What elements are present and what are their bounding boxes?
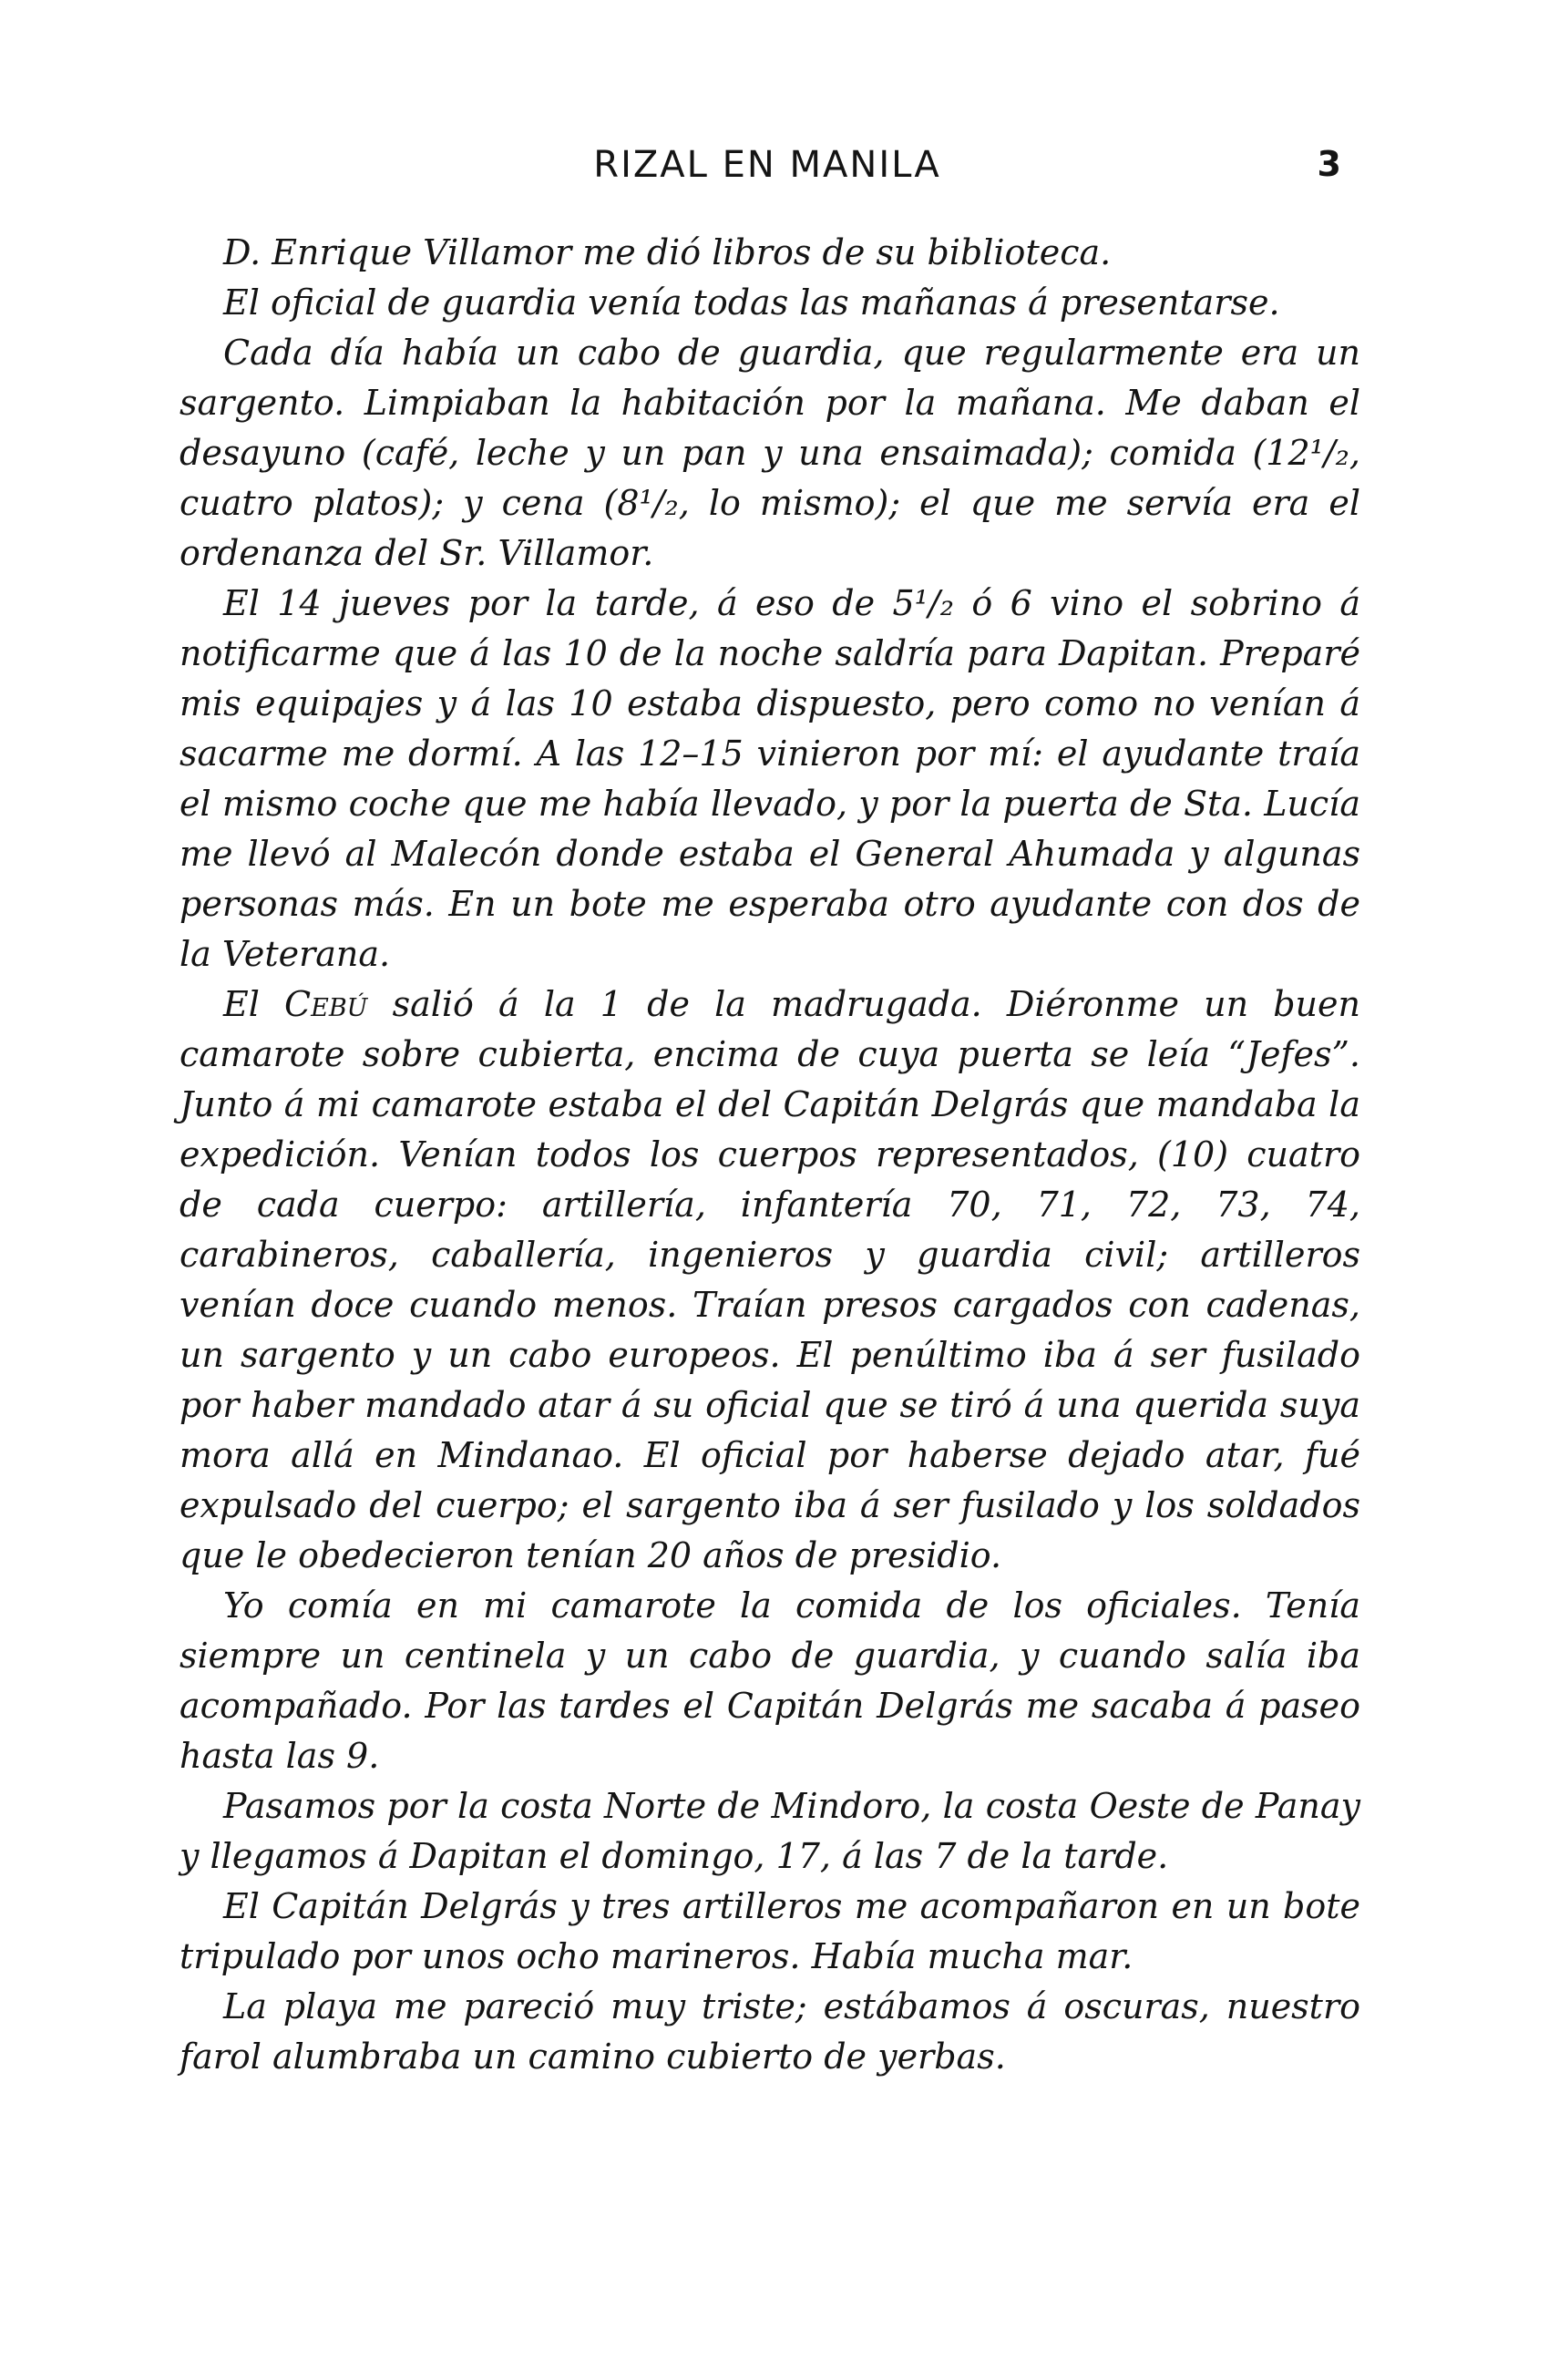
paragraph-route: Pasamos por la costa Norte de Mindoro, la costa Oeste de Panay y llegamos á Dapitan el domingo, 17, á las 7 de la tarde. <box>180 1786 1360 1876</box>
paragraph-daily-routine: Cada día había un cabo de guardia, que regularmente era un sargento. Limpiaban la habitación por la mañana. Me daban el desayuno (café, leche y un pan y una ensaimada); comida (12¹/₂, cuatro platos); y cena (8¹/₂, lo mismo); el que me servía era el ordenanza del Sr. Villamor. <box>180 333 1360 573</box>
page-number: 3 <box>1317 144 1341 184</box>
paragraph-library: D. Enrique Villamor me dió libros de su biblioteca. <box>223 232 1112 272</box>
body-text <box>180 228 1360 2082</box>
cebu-post: salió á la 1 de la madrugada. Diéronme un buen camarote sobre cubierta, encima de cuya puerta se leía “Jefes”. Junto á mi camarote estaba el del Capitán Delgrás que mandaba la expedición. Venían todos los cuerpos representados, (10) cuatro de cada cuerpo: artillería, infantería 70, 71, 72, 73, 74, carabineros, caballería, ingenieros y guardia civil; artilleros venían doce cuando menos. Traían presos cargados con cadenas, un sargento y un cabo europeos. El penúltimo iba á ser fusilado por haber mandado atar á su oficial que se tiró á una querida suya mora allá en Mindanao. El oficial por haberse dejado atar, fué expulsado del cuerpo; el sargento iba á ser fusilado y los soldados que le obedecieron tenían 20 años de presidio. <box>180 984 1360 1575</box>
paragraph-guard-officer: El oficial de guardia venía todas las mañanas á presentarse. <box>223 282 1280 323</box>
paragraph-cabin-meals: Yo comía en mi camarote la comida de los oficiales. Tenía siempre un centinela y un cabo de guardia, y cuando salía iba acompañado. Por las tardes el Capitán Delgrás me sacaba á paseo hasta las 9. <box>180 1585 1360 1776</box>
ship-name-cebu: Cebú <box>284 984 368 1024</box>
page-header <box>175 144 1359 199</box>
running-title: RIZAL EN MANILA <box>593 144 941 186</box>
paragraph-landing-boat: El Capitán Delgrás y tres artilleros me acompañaron en un bote tripulado por unos ocho marineros. Había mucha mar. <box>180 1886 1360 1976</box>
paragraph-departure: El 14 jueves por la tarde, á eso de 5¹/₂ ó 6 vino el sobrino á notificarme que á las 10 de la noche saldría para Dapitan. Preparé mis equipajes y á las 10 estaba dispuesto, pero como no venían á sacarme me dormí. A las 12–15 vinieron por mí: el ayudante traía el mismo coche que me había llevado, y por la puerta de Sta. Lucía me llevó al Malecón donde estaba el General Ahumada y algunas personas más. En un bote me esperaba otro ayudante con dos de la Veterana. <box>180 583 1360 974</box>
paragraph-cebu-voyage <box>180 980 1360 1581</box>
paragraph-beach: La playa me pareció muy triste; estábamos á oscuras, nuestro farol alumbraba un camino cubierto de yerbas. <box>180 1986 1360 2077</box>
cebu-pre: El <box>223 984 285 1024</box>
